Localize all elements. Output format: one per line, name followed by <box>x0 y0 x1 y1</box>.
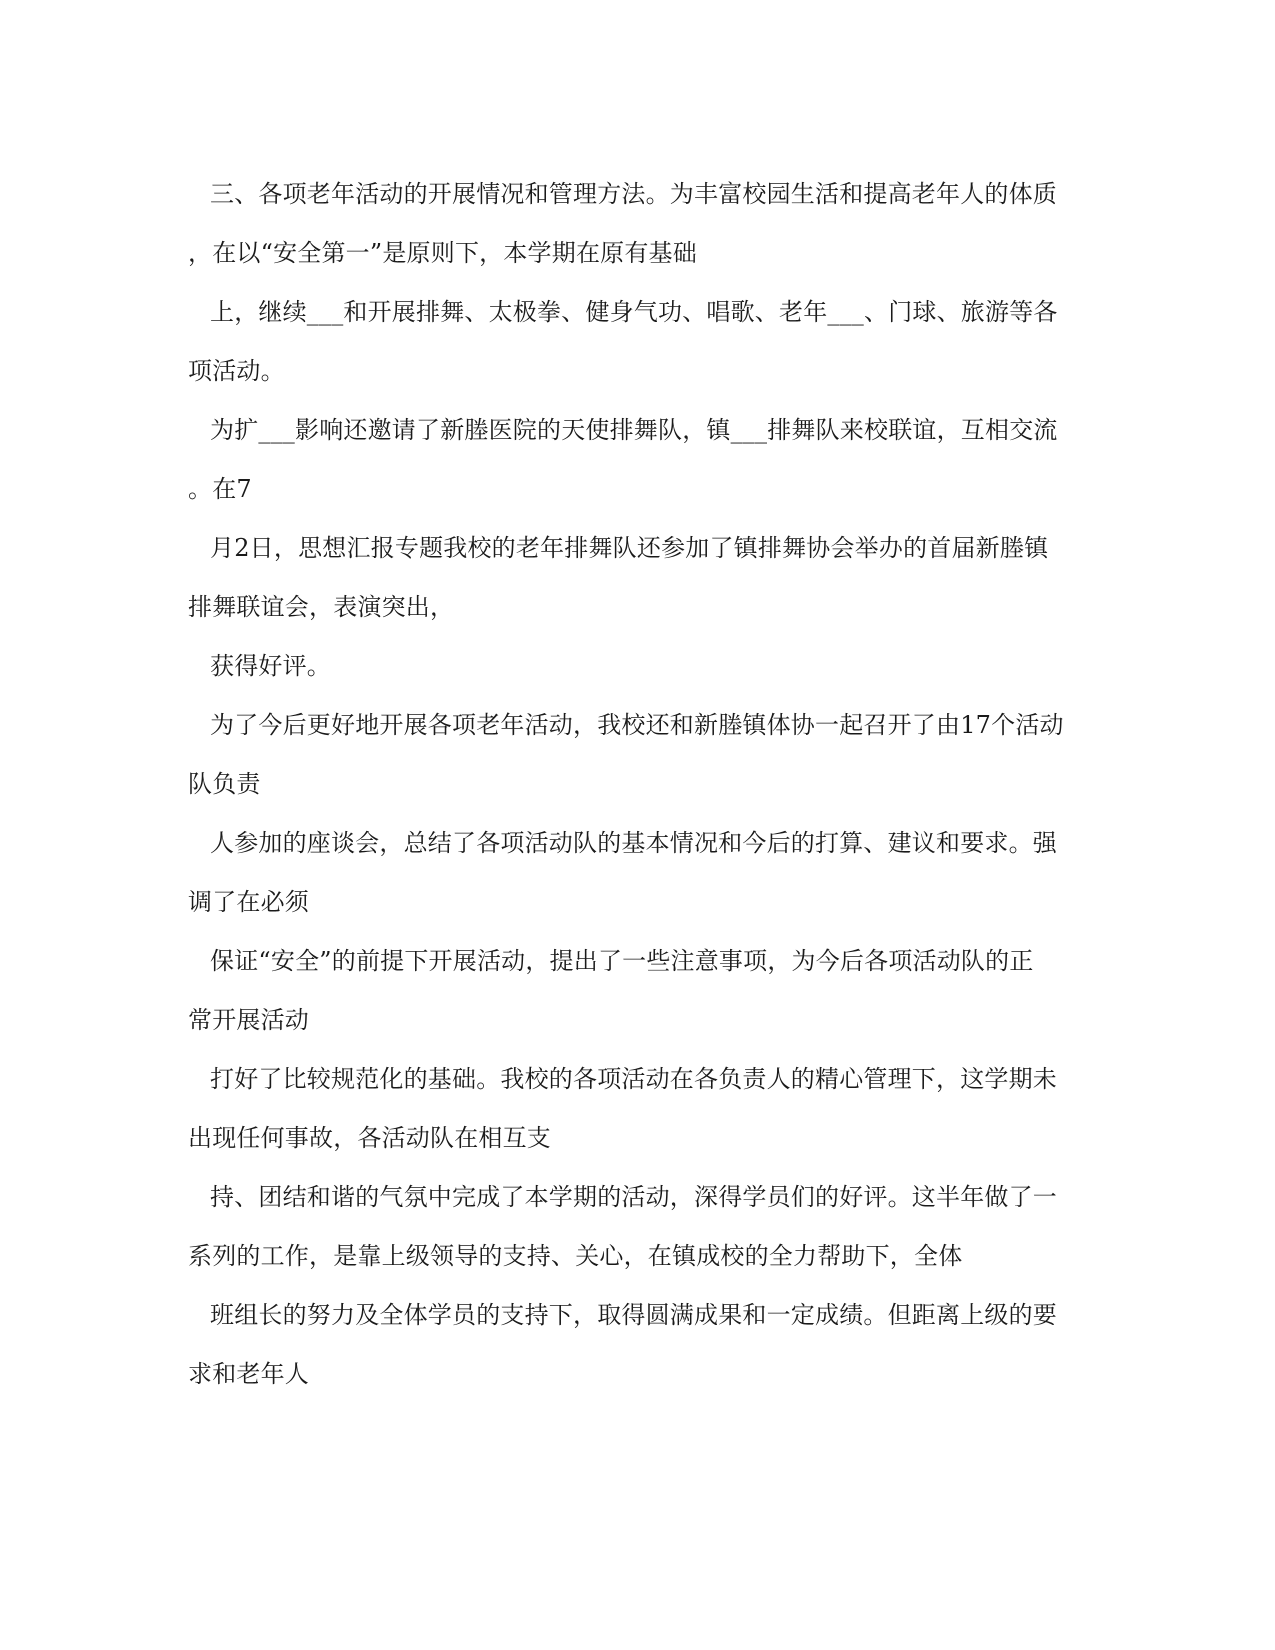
text-line: 保证“安全”的前提下开展活动，提出了一些注意事项，为今后各项活动队的正 <box>210 947 1034 975</box>
text-line: ，在以“安全第一”是原则下，本学期在原有基础 <box>188 239 697 267</box>
document-body <box>188 165 1088 1404</box>
text-line: 持、团结和谐的气氛中完成了本学期的活动，深得学员们的好评。这半年做了一 <box>210 1183 1057 1211</box>
text-line: 班组长的努力及全体学员的支持下，取得圆满成果和一定成绩。但距离上级的要 <box>210 1301 1057 1329</box>
text-line: 为了今后更好地开展各项老年活动，我校还和新塍镇体协一起召开了由17个活动 <box>210 711 1064 739</box>
text-line: 人参加的座谈会，总结了各项活动队的基本情况和今后的打算、建议和要求。强 <box>210 829 1057 857</box>
text-line: 为扩___影响还邀请了新塍医院的天使排舞队，镇___排舞队来校联谊，互相交流 <box>210 416 1058 444</box>
text-line: 项活动。 <box>188 357 285 385</box>
text-line: 。在7 <box>188 475 252 503</box>
text-line: 调了在必须 <box>188 888 309 916</box>
text-line: 求和老年人 <box>188 1360 309 1388</box>
text-line: 打好了比较规范化的基础。我校的各项活动在各负责人的精心管理下，这学期未 <box>210 1065 1057 1093</box>
text-line: 月2日，思想汇报专题我校的老年排舞队还参加了镇排舞协会举办的首届新塍镇 <box>210 534 1049 562</box>
text-line: 常开展活动 <box>188 1006 309 1034</box>
text-line: 队负责 <box>188 770 261 798</box>
text-line: 三、各项老年活动的开展情况和管理方法。为丰富校园生活和提高老年人的体质 <box>210 180 1057 208</box>
text-line: 获得好评。 <box>210 652 331 680</box>
text-line: 排舞联谊会，表演突出， <box>188 593 455 621</box>
text-line: 系列的工作，是靠上级领导的支持、关心，在镇成校的全力帮助下，全体 <box>188 1242 963 1270</box>
text-line: 上，继续___和开展排舞、太极拳、健身气功、唱歌、老年___、门球、旅游等各 <box>210 298 1058 326</box>
text-line: 出现任何事故，各活动队在相互支 <box>188 1124 551 1152</box>
